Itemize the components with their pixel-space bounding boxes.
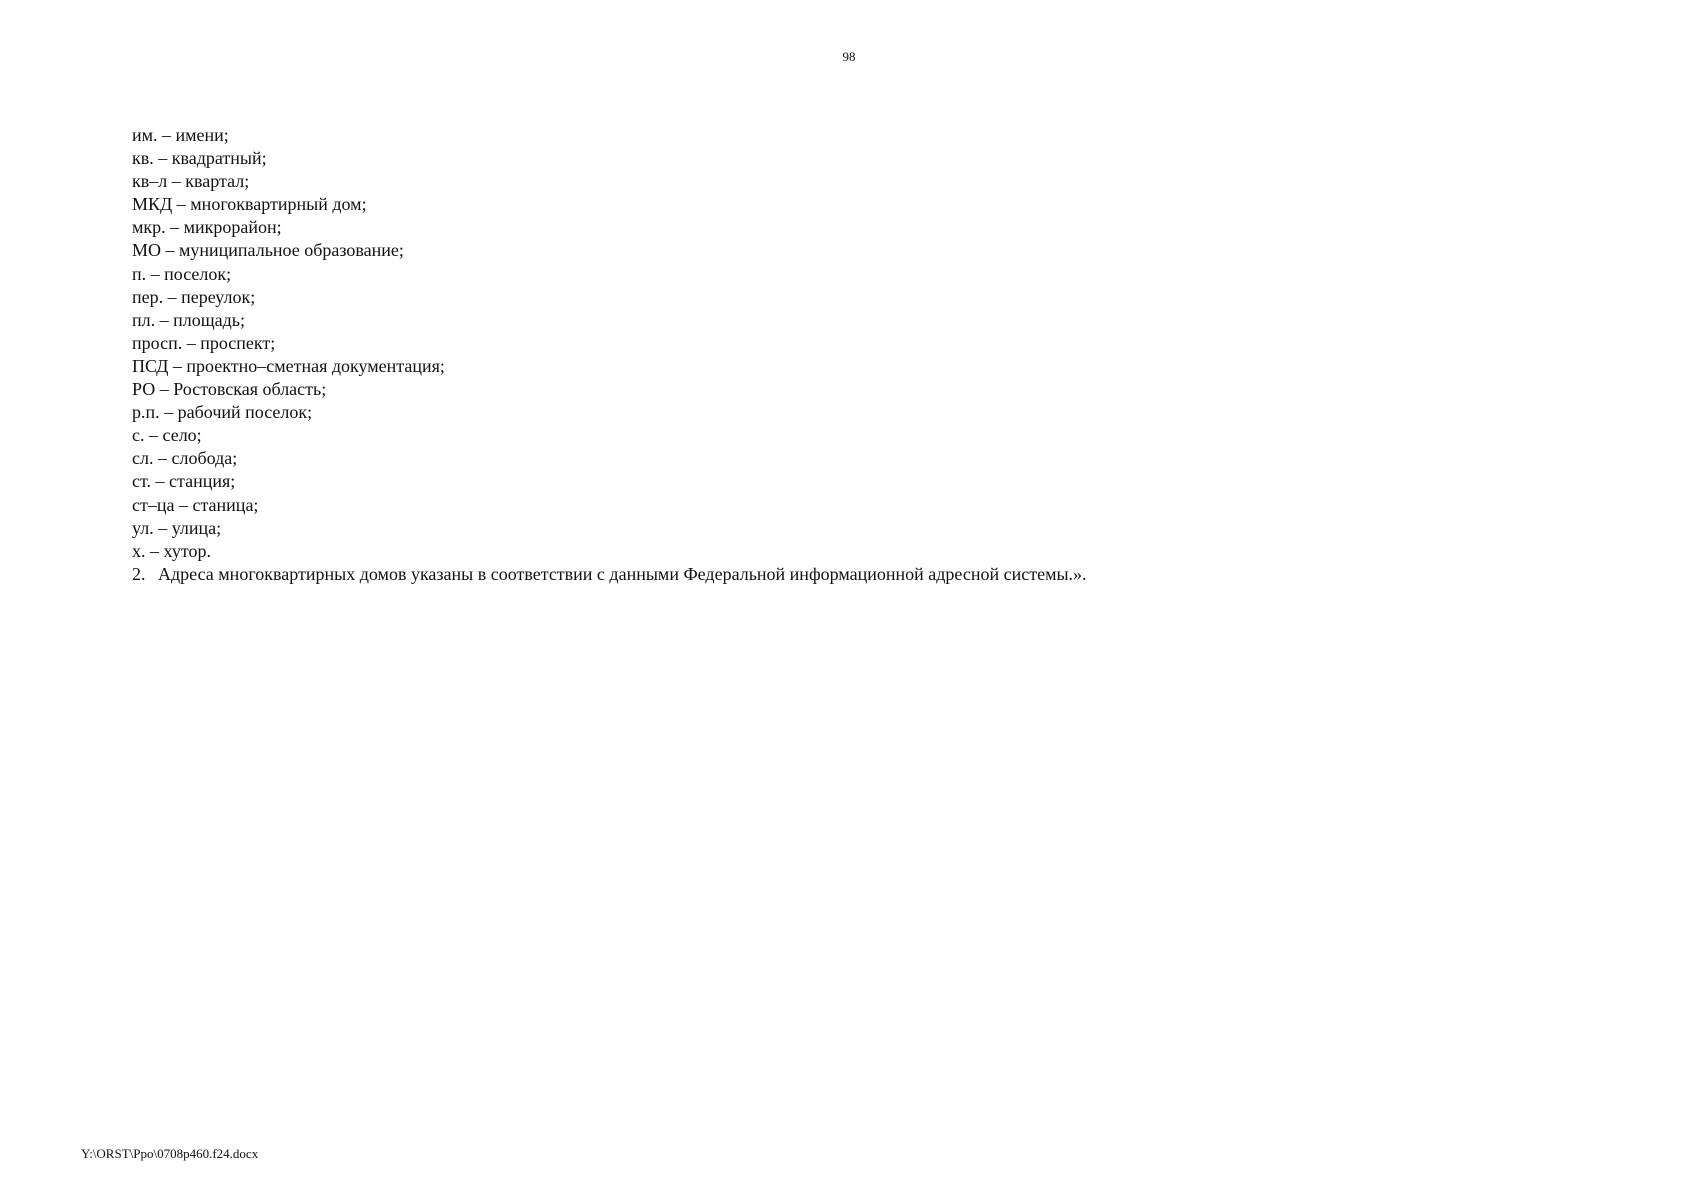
abbreviation-item: с. – село; — [132, 425, 202, 446]
abbreviation-item: МО – муниципальное образование; — [132, 240, 404, 261]
abbreviation-item: п. – поселок; — [132, 263, 232, 284]
abbreviations-list — [132, 124, 445, 563]
address-note — [132, 563, 1087, 586]
abbreviation-item: мкр. – микрорайон; — [132, 217, 282, 238]
page-number: 98 — [842, 49, 856, 64]
abbreviation-item: ст. – станция; — [132, 471, 236, 492]
abbreviation-item: ул. – улица; — [132, 517, 222, 538]
abbreviation-item: просп. – проспект; — [132, 332, 276, 353]
abbreviation-item: пл. – площадь; — [132, 309, 245, 330]
abbreviation-item: р.п. – рабочий поселок; — [132, 402, 313, 423]
abbreviation-item: ст–ца – станица; — [132, 494, 259, 515]
abbreviation-item: им. – имени; — [132, 125, 229, 145]
abbreviation-item: МКД – многоквартирный дом; — [132, 194, 367, 215]
abbreviation-item: пер. – переулок; — [132, 286, 256, 307]
abbreviation-item: кв. – квадратный; — [132, 148, 267, 169]
abbreviation-item: кв–л – квартал; — [132, 171, 250, 192]
abbreviation-item: ПСД – проектно–сметная документация; — [132, 355, 445, 376]
abbreviation-item: сл. – слобода; — [132, 448, 238, 469]
note-number: 2. — [132, 564, 146, 584]
note-text: Адреса многоквартирных домов указаны в соответствии с данными Федеральной информационной адресной системы.». — [158, 564, 1087, 584]
footer-file-path: Y:\ORST\Ppo\0708p460.f24.docx — [81, 1146, 259, 1161]
abbreviation-item: х. – хутор. — [132, 540, 211, 561]
abbreviation-item: РО – Ростовская область; — [132, 379, 327, 400]
